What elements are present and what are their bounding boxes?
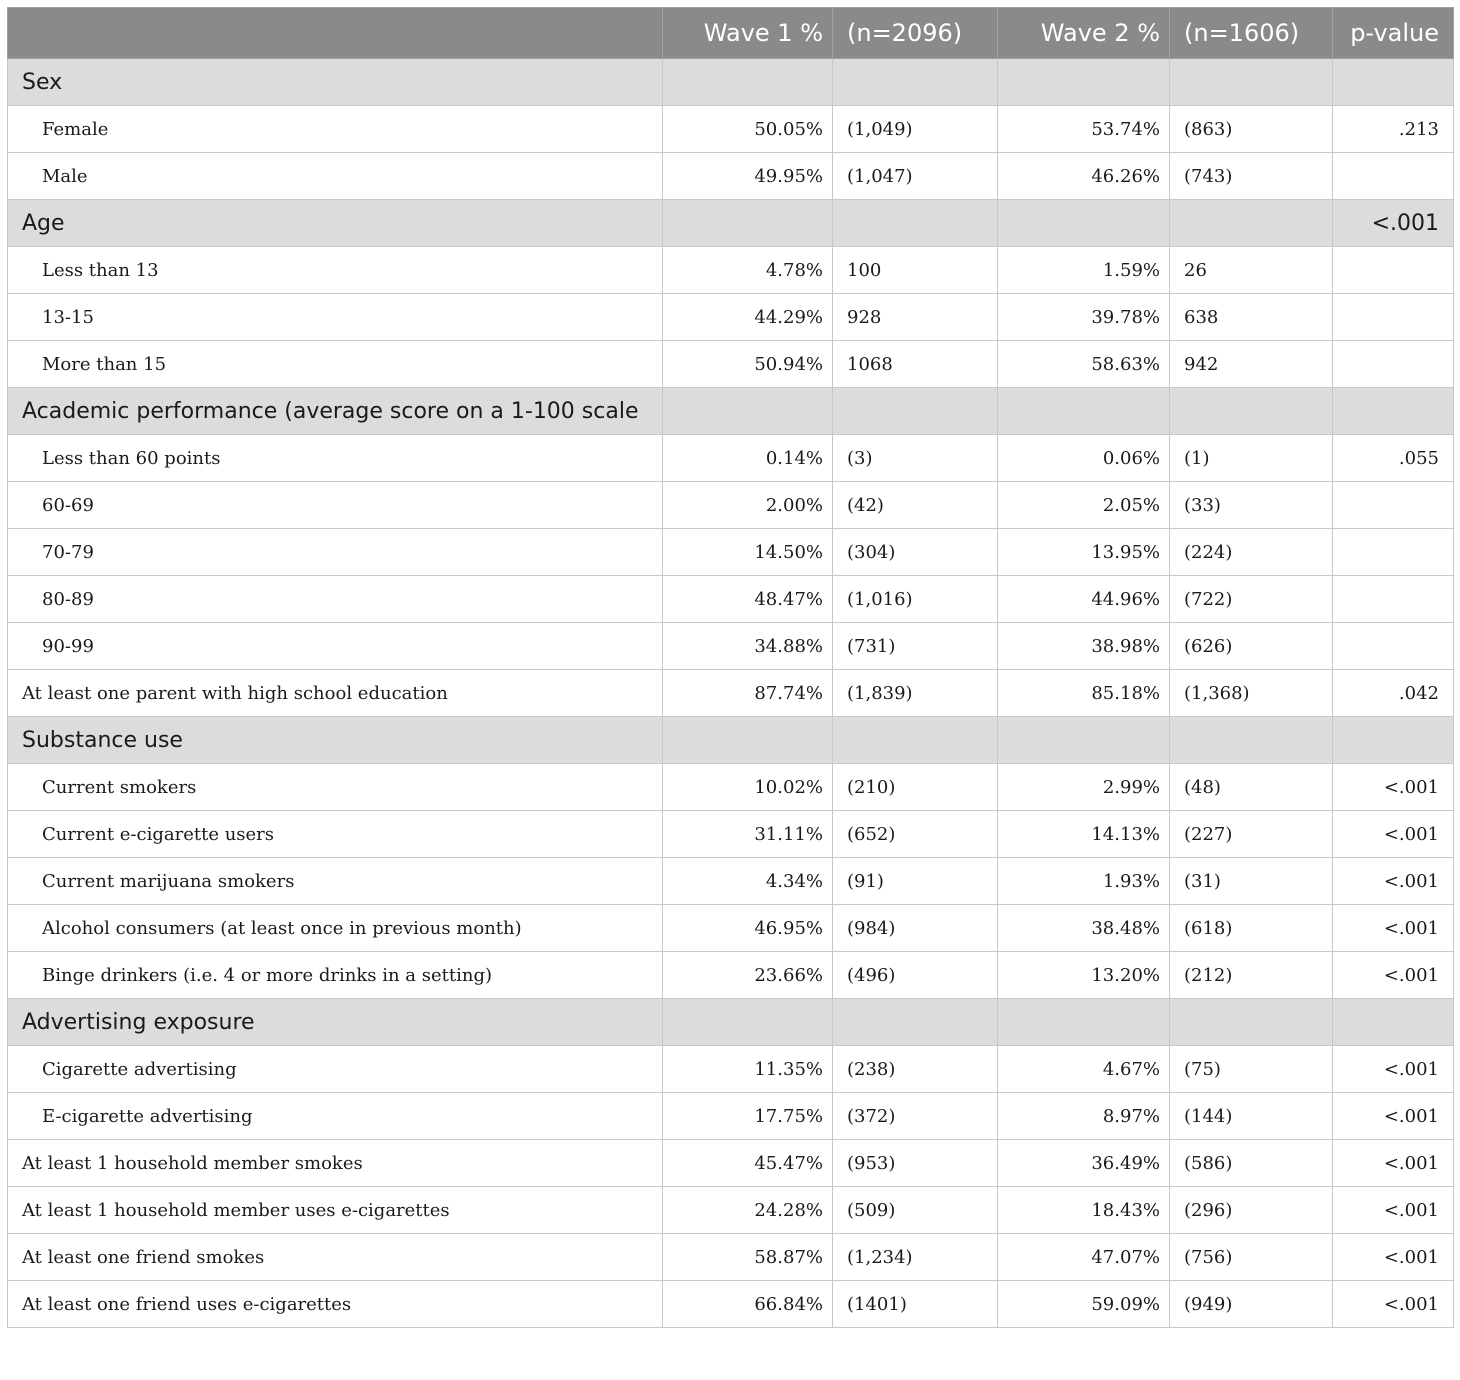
row-label: Age — [8, 200, 663, 247]
row-label: Male — [8, 153, 663, 200]
row-label: At least one friend uses e-cigarettes — [8, 1281, 663, 1328]
wave2-percent: 58.63% — [998, 341, 1170, 388]
wave1-count: (1,049) — [833, 106, 998, 153]
table-row — [8, 482, 1454, 529]
wave1-percent: 45.47% — [663, 1140, 833, 1187]
wave2-count: (212) — [1170, 952, 1333, 999]
wave2-count: (743) — [1170, 153, 1333, 200]
header-label-cell — [8, 8, 663, 59]
table-row — [8, 905, 1454, 952]
wave2-count: (224) — [1170, 529, 1333, 576]
wave1-percent: 23.66% — [663, 952, 833, 999]
table-row — [8, 952, 1454, 999]
table-row — [8, 294, 1454, 341]
wave1-percent — [663, 388, 833, 435]
p-value: <.001 — [1333, 1140, 1454, 1187]
section-header-row — [8, 59, 1454, 106]
table-row — [8, 435, 1454, 482]
wave1-percent: 24.28% — [663, 1187, 833, 1234]
wave1-percent: 58.87% — [663, 1234, 833, 1281]
section-header-row — [8, 388, 1454, 435]
header-wave1-pct: Wave 1 % — [663, 8, 833, 59]
wave2-count: (586) — [1170, 1140, 1333, 1187]
wave1-percent: 11.35% — [663, 1046, 833, 1093]
wave1-count: (984) — [833, 905, 998, 952]
p-value — [1333, 247, 1454, 294]
wave2-percent: 59.09% — [998, 1281, 1170, 1328]
row-label: Current e-cigarette users — [8, 811, 663, 858]
p-value: <.001 — [1333, 952, 1454, 999]
p-value: <.001 — [1333, 1187, 1454, 1234]
wave1-count: (1,839) — [833, 670, 998, 717]
row-label: E-cigarette advertising — [8, 1093, 663, 1140]
wave2-percent: 13.20% — [998, 952, 1170, 999]
wave2-count: (144) — [1170, 1093, 1333, 1140]
wave2-count — [1170, 717, 1333, 764]
table-row — [8, 1281, 1454, 1328]
p-value — [1333, 529, 1454, 576]
table-row — [8, 1093, 1454, 1140]
p-value — [1333, 717, 1454, 764]
wave1-count: (953) — [833, 1140, 998, 1187]
row-label: Less than 13 — [8, 247, 663, 294]
wave2-count — [1170, 200, 1333, 247]
wave2-percent — [998, 717, 1170, 764]
p-value: .042 — [1333, 670, 1454, 717]
p-value — [1333, 294, 1454, 341]
table-row — [8, 106, 1454, 153]
wave1-percent: 0.14% — [663, 435, 833, 482]
p-value: <.001 — [1333, 1234, 1454, 1281]
wave2-percent: 14.13% — [998, 811, 1170, 858]
wave2-count: (48) — [1170, 764, 1333, 811]
p-value — [1333, 576, 1454, 623]
table-row — [8, 576, 1454, 623]
row-label: At least one friend smokes — [8, 1234, 663, 1281]
wave2-percent: 2.99% — [998, 764, 1170, 811]
p-value: <.001 — [1333, 1093, 1454, 1140]
wave2-percent: 36.49% — [998, 1140, 1170, 1187]
wave1-percent — [663, 200, 833, 247]
wave2-percent: 8.97% — [998, 1093, 1170, 1140]
table-row — [8, 247, 1454, 294]
wave1-percent: 34.88% — [663, 623, 833, 670]
table-row — [8, 623, 1454, 670]
wave1-percent: 2.00% — [663, 482, 833, 529]
wave1-percent: 4.78% — [663, 247, 833, 294]
wave1-percent: 50.05% — [663, 106, 833, 153]
wave1-count: (91) — [833, 858, 998, 905]
wave1-count: (238) — [833, 1046, 998, 1093]
table-row — [8, 529, 1454, 576]
wave1-percent — [663, 717, 833, 764]
wave2-percent: 1.59% — [998, 247, 1170, 294]
section-header-row — [8, 717, 1454, 764]
p-value — [1333, 388, 1454, 435]
row-label: Current marijuana smokers — [8, 858, 663, 905]
wave2-count: (949) — [1170, 1281, 1333, 1328]
wave1-percent: 49.95% — [663, 153, 833, 200]
wave2-count — [1170, 999, 1333, 1046]
row-label: Alcohol consumers (at least once in previous month) — [8, 905, 663, 952]
wave1-count — [833, 59, 998, 106]
wave2-percent: 2.05% — [998, 482, 1170, 529]
wave2-percent: 39.78% — [998, 294, 1170, 341]
wave1-count: (496) — [833, 952, 998, 999]
row-label: At least 1 household member uses e-cigarettes — [8, 1187, 663, 1234]
wave2-percent: 1.93% — [998, 858, 1170, 905]
table-header-row — [8, 8, 1454, 59]
row-label: Female — [8, 106, 663, 153]
row-label: More than 15 — [8, 341, 663, 388]
table-row — [8, 153, 1454, 200]
wave1-count: (1401) — [833, 1281, 998, 1328]
wave2-count: (863) — [1170, 106, 1333, 153]
wave2-percent — [998, 999, 1170, 1046]
p-value: .055 — [1333, 435, 1454, 482]
row-label: Current smokers — [8, 764, 663, 811]
p-value: <.001 — [1333, 905, 1454, 952]
wave1-percent — [663, 59, 833, 106]
p-value — [1333, 153, 1454, 200]
p-value — [1333, 999, 1454, 1046]
wave2-count: (75) — [1170, 1046, 1333, 1093]
wave2-count: 638 — [1170, 294, 1333, 341]
wave1-count: 100 — [833, 247, 998, 294]
wave1-percent: 48.47% — [663, 576, 833, 623]
row-label: Binge drinkers (i.e. 4 or more drinks in a setting) — [8, 952, 663, 999]
table-row — [8, 1234, 1454, 1281]
wave2-percent: 18.43% — [998, 1187, 1170, 1234]
table-row — [8, 1046, 1454, 1093]
wave2-count: (722) — [1170, 576, 1333, 623]
wave2-count: (31) — [1170, 858, 1333, 905]
header-wave2-n: (n=1606) — [1170, 8, 1333, 59]
wave1-percent: 10.02% — [663, 764, 833, 811]
header-wave1-n: (n=2096) — [833, 8, 998, 59]
wave2-count — [1170, 59, 1333, 106]
wave2-count: (1,368) — [1170, 670, 1333, 717]
wave2-count: (626) — [1170, 623, 1333, 670]
table-row — [8, 1140, 1454, 1187]
wave1-percent: 66.84% — [663, 1281, 833, 1328]
p-value: <.001 — [1333, 811, 1454, 858]
wave2-percent: 0.06% — [998, 435, 1170, 482]
row-label: 80-89 — [8, 576, 663, 623]
wave2-count: 942 — [1170, 341, 1333, 388]
wave1-percent: 50.94% — [663, 341, 833, 388]
row-label: At least 1 household member smokes — [8, 1140, 663, 1187]
wave2-count — [1170, 388, 1333, 435]
p-value: <.001 — [1333, 764, 1454, 811]
wave2-percent — [998, 200, 1170, 247]
wave1-percent: 46.95% — [663, 905, 833, 952]
p-value — [1333, 482, 1454, 529]
wave2-percent — [998, 59, 1170, 106]
wave2-percent: 46.26% — [998, 153, 1170, 200]
wave1-percent: 44.29% — [663, 294, 833, 341]
wave1-count: (1,047) — [833, 153, 998, 200]
row-label: Advertising exposure — [8, 999, 663, 1046]
wave2-count: (33) — [1170, 482, 1333, 529]
wave2-percent: 4.67% — [998, 1046, 1170, 1093]
p-value — [1333, 623, 1454, 670]
table-row — [8, 811, 1454, 858]
wave2-percent: 13.95% — [998, 529, 1170, 576]
p-value: <.001 — [1333, 1281, 1454, 1328]
p-value: <.001 — [1333, 200, 1454, 247]
header-wave2-pct: Wave 2 % — [998, 8, 1170, 59]
row-label: Sex — [8, 59, 663, 106]
wave1-count — [833, 717, 998, 764]
wave1-count: (210) — [833, 764, 998, 811]
wave1-count: (372) — [833, 1093, 998, 1140]
wave2-count: 26 — [1170, 247, 1333, 294]
wave1-count — [833, 200, 998, 247]
section-header-row — [8, 200, 1454, 247]
wave1-count: (42) — [833, 482, 998, 529]
p-value — [1333, 341, 1454, 388]
wave1-count: (1,016) — [833, 576, 998, 623]
row-label: 90-99 — [8, 623, 663, 670]
wave1-count: (304) — [833, 529, 998, 576]
wave1-count: (652) — [833, 811, 998, 858]
wave2-percent: 85.18% — [998, 670, 1170, 717]
wave1-count: (3) — [833, 435, 998, 482]
row-label: Less than 60 points — [8, 435, 663, 482]
p-value — [1333, 59, 1454, 106]
table-row — [8, 764, 1454, 811]
wave1-count: 1068 — [833, 341, 998, 388]
wave2-count: (756) — [1170, 1234, 1333, 1281]
wave1-count: (509) — [833, 1187, 998, 1234]
table-body — [8, 59, 1454, 1328]
row-label: Academic performance (average score on a 1-100 scale — [8, 388, 663, 435]
wave2-percent: 38.48% — [998, 905, 1170, 952]
p-value: <.001 — [1333, 1046, 1454, 1093]
table-row — [8, 858, 1454, 905]
p-value: .213 — [1333, 106, 1454, 153]
wave2-count: (618) — [1170, 905, 1333, 952]
section-header-row — [8, 999, 1454, 1046]
row-label: 60-69 — [8, 482, 663, 529]
row-label: Substance use — [8, 717, 663, 764]
wave2-count: (227) — [1170, 811, 1333, 858]
wave2-percent: 47.07% — [998, 1234, 1170, 1281]
wave1-percent — [663, 999, 833, 1046]
wave2-percent: 44.96% — [998, 576, 1170, 623]
table-row — [8, 341, 1454, 388]
wave2-count: (296) — [1170, 1187, 1333, 1234]
wave1-count: 928 — [833, 294, 998, 341]
wave1-percent: 17.75% — [663, 1093, 833, 1140]
wave1-count: (731) — [833, 623, 998, 670]
wave1-count: (1,234) — [833, 1234, 998, 1281]
wave1-percent: 4.34% — [663, 858, 833, 905]
row-label: At least one parent with high school education — [8, 670, 663, 717]
wave1-percent: 87.74% — [663, 670, 833, 717]
wave2-percent: 38.98% — [998, 623, 1170, 670]
wave1-count — [833, 388, 998, 435]
wave2-percent — [998, 388, 1170, 435]
demographics-table — [7, 7, 1454, 1328]
table-row — [8, 1187, 1454, 1234]
wave1-percent: 14.50% — [663, 529, 833, 576]
wave1-percent: 31.11% — [663, 811, 833, 858]
row-label: Cigarette advertising — [8, 1046, 663, 1093]
wave2-count: (1) — [1170, 435, 1333, 482]
wave2-percent: 53.74% — [998, 106, 1170, 153]
wave1-count — [833, 999, 998, 1046]
row-label: 70-79 — [8, 529, 663, 576]
header-p-value: p-value — [1333, 8, 1454, 59]
table-row — [8, 670, 1454, 717]
row-label: 13-15 — [8, 294, 663, 341]
p-value: <.001 — [1333, 858, 1454, 905]
